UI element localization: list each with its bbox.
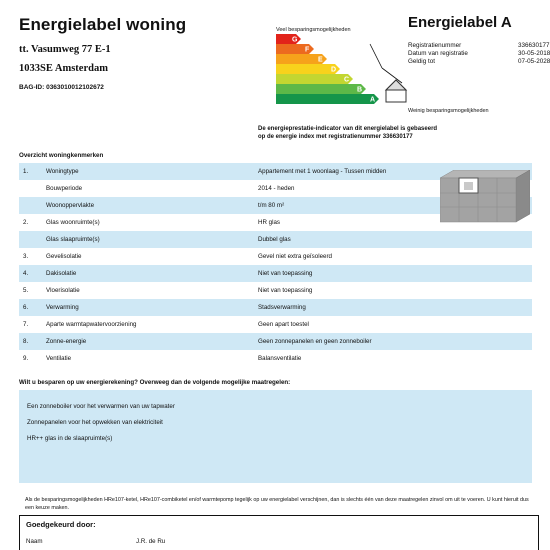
row-value: Dubbel glas <box>258 236 291 243</box>
registration-value: 07-05-2028 <box>518 58 550 65</box>
row-label: Bouwperiode <box>46 185 83 192</box>
energy-band-f <box>289 44 314 54</box>
energy-band-letter: E <box>318 56 323 64</box>
row-value: Gevel niet extra geïsoleerd <box>258 253 332 260</box>
registration-table <box>408 42 550 66</box>
callout-line <box>382 68 402 83</box>
row-number: 8. <box>23 338 29 345</box>
registration-row <box>408 42 550 50</box>
table-row <box>19 248 532 265</box>
row-label: Dakisolatie <box>46 270 77 277</box>
row-value: Niet van toepassing <box>258 287 313 294</box>
energy-label-title: Energielabel A <box>408 14 512 31</box>
row-value: t/m 80 m² <box>258 202 285 209</box>
scale-bottom-caption: Weinig besparingsmogelijkheden <box>408 108 489 114</box>
approved-box <box>19 515 539 550</box>
row-number: 3. <box>23 253 29 260</box>
overview-title: Overzicht woningkenmerken <box>19 152 104 159</box>
table-row <box>19 333 532 350</box>
address-city: 1033SE Amsterdam <box>19 63 108 74</box>
apartment-block-icon <box>440 170 530 225</box>
row-value: Appartement met 1 woonlaag - Tussen midden <box>258 168 387 175</box>
table-row <box>19 316 532 333</box>
advice-box <box>19 390 532 483</box>
table-row <box>19 231 532 248</box>
registration-key: Datum van registratie <box>408 50 468 57</box>
registration-row <box>408 50 550 58</box>
scale-top-caption: Veel besparingsmogelijkheden <box>276 27 351 33</box>
energy-band-e <box>302 54 327 64</box>
row-label: Zonne-energie <box>46 338 87 345</box>
row-value: Geen zonnepanelen en geen zonneboiler <box>258 338 372 345</box>
energy-band-bar-b <box>276 84 341 94</box>
registration-key: Registratienummer <box>408 42 462 49</box>
row-number: 6. <box>23 304 29 311</box>
approved-name-value: J.R. de Ru <box>136 538 166 545</box>
indicator-line-1: De energieprestatie-indicator van dit energielabel is gebaseerd <box>258 126 438 132</box>
energy-band-letter: G <box>292 36 298 44</box>
energy-band-bar-a <box>276 94 354 104</box>
advice-question: Wilt u besparen op uw energierekening? Overweeg dan de volgende mogelijke maatregelen: <box>19 379 291 386</box>
approved-name-row <box>26 538 538 545</box>
row-value: Niet van toepassing <box>258 270 313 277</box>
row-label: Verwarming <box>46 304 79 311</box>
callout-line-2 <box>370 44 382 68</box>
row-number: 7. <box>23 321 29 328</box>
row-label: Aparte warmtapwatervoorziening <box>46 321 137 328</box>
row-value: 2014 - heden <box>258 185 295 192</box>
energy-band-a <box>354 94 379 104</box>
energy-scale-graphic <box>270 28 410 113</box>
row-number: 5. <box>23 287 29 294</box>
address-street: tt. Vasumweg 77 E-1 <box>19 44 111 55</box>
advice-item: Zonnepanelen voor het opwekken van elektriciteit <box>27 419 163 426</box>
row-label: Woonoppervlakte <box>46 202 95 209</box>
bag-id: BAG-ID: 0363010012102672 <box>19 84 104 91</box>
approved-name-label: Naam <box>26 538 43 545</box>
row-label: Woningtype <box>46 168 79 175</box>
advice-item: Een zonneboiler voor het verwarmen van uw tapwater <box>27 403 175 410</box>
indicator-line-2: op de energie index met registratienummer 336630177 <box>258 134 413 140</box>
registration-row <box>408 58 550 66</box>
energy-band-b <box>341 84 366 94</box>
registration-value: 336630177 <box>518 42 550 49</box>
row-label: Glas woonruimte(s) <box>46 219 100 226</box>
row-number: 4. <box>23 270 29 277</box>
energy-band-letter: D <box>331 66 337 74</box>
row-number: 1. <box>23 168 29 175</box>
row-number: 2. <box>23 219 29 226</box>
row-label: Gevelisolatie <box>46 253 82 260</box>
row-number: 9. <box>23 355 29 362</box>
row-label: Ventilatie <box>46 355 72 362</box>
energy-band-letter: A <box>370 96 376 104</box>
registration-key: Geldig tot <box>408 58 435 65</box>
row-value: HR glas <box>258 219 281 226</box>
row-label: Glas slaapruimte(s) <box>46 236 100 243</box>
row-value: Geen apart toestel <box>258 321 309 328</box>
energy-band-letter: F <box>305 46 310 54</box>
row-value: Balansventilatie <box>258 355 302 362</box>
advice-item: HR++ glas in de slaapruimte(s) <box>27 435 113 442</box>
registration-value: 30-05-2018 <box>518 50 550 57</box>
approved-title: Goedgekeurd door: <box>26 520 96 529</box>
row-label: Vloerisolatie <box>46 287 80 294</box>
table-row <box>19 265 532 282</box>
energy-band-c <box>328 74 353 84</box>
table-row <box>19 350 532 367</box>
indicator-explanation <box>258 125 498 141</box>
energy-band-bar-e <box>276 54 302 64</box>
footnote: Als de besparingsmogelijkheden HRe107-ketel, HRe107-combiketel en/of warmtepomp tegelijk op uw energielabel verschijnen, dan is slechts één van deze maatregelen zinvol om uit te voeren. U kunt hieruit dus een keuze maken. <box>25 497 529 511</box>
energy-band-d <box>315 64 340 74</box>
energy-band-bar-d <box>276 64 315 74</box>
energy-band-bar-f <box>276 44 289 54</box>
table-row <box>19 282 532 299</box>
energy-band-bar-c <box>276 74 328 84</box>
page-title: Energielabel woning <box>19 15 187 34</box>
house-icon <box>386 80 406 102</box>
table-row <box>19 299 532 316</box>
row-value: Stadsverwarming <box>258 304 306 311</box>
energy-band-letter: B <box>357 86 363 94</box>
energy-band-letter: C <box>344 76 350 84</box>
